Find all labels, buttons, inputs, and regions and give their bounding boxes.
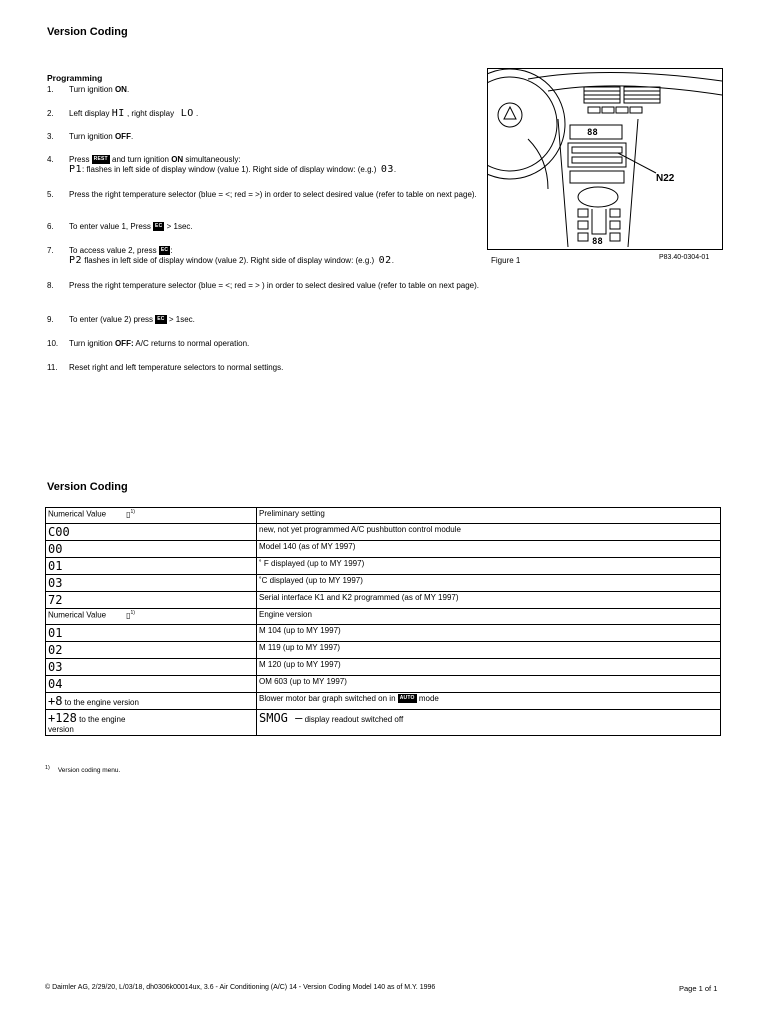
- figure-caption: Figure 1: [491, 256, 521, 265]
- ec-key-icon: EC: [155, 223, 163, 230]
- table-row: 72 Serial interface K1 and K2 programmed (as of MY 1997): [46, 592, 721, 609]
- table-header-row: Numerical Value ▯$^{1)}$ Preliminary setting: [46, 508, 721, 524]
- table-row: 01 ˚ F displayed (up to MY 1997): [46, 558, 721, 575]
- table-row: 01 M 104 (up to MY 1997): [46, 625, 721, 642]
- display-readout: P1: [69, 164, 83, 175]
- display-readout: LO: [180, 108, 194, 119]
- menu-icon: ▯: [126, 610, 131, 620]
- figure-dashboard-drawing: [487, 68, 723, 250]
- table-row: +8 to the engine version Blower motor bar graph switched on in AUTO mode: [46, 693, 721, 710]
- version-coding-table: [45, 507, 721, 736]
- display-readout: P2: [69, 255, 83, 266]
- table-row: 03 ˚C displayed (up to MY 1997): [46, 575, 721, 592]
- table-row: 03 M 120 (up to MY 1997): [46, 659, 721, 676]
- auto-key-icon: AUTO: [399, 695, 415, 702]
- ec-key-icon: EC: [160, 247, 169, 254]
- display-readout: 03: [380, 164, 394, 175]
- ec-key-icon: EC: [157, 316, 165, 323]
- figure-callout-n22: N22: [656, 173, 675, 184]
- figure-code: P83.40-0304-01: [659, 254, 710, 261]
- display-readout: HI: [111, 108, 125, 119]
- figure-display-a: 88: [587, 128, 598, 138]
- display-readout: 02: [378, 255, 392, 266]
- menu-icon: ▯: [126, 509, 131, 519]
- table-row: 02 M 119 (up to MY 1997): [46, 642, 721, 659]
- page-title: Version Coding: [47, 26, 128, 38]
- table-title: Version Coding: [47, 481, 128, 493]
- table-row: 00 Model 140 (as of MY 1997): [46, 541, 721, 558]
- footer-page-number: Page 1 of 1: [679, 984, 718, 993]
- table-row: C00 new, not yet programmed A/C pushbutton control module: [46, 524, 721, 541]
- programming-heading: Programming: [47, 73, 103, 83]
- table-row: +128 to the engine version SMOG – display readout switched off: [46, 710, 721, 736]
- dashboard-illustration: [488, 69, 722, 249]
- table-row: 04 OM 603 (up to MY 1997): [46, 676, 721, 693]
- footnote: $^{1)}$ Version coding menu.: [45, 765, 121, 775]
- rest-key-icon: REST: [93, 156, 108, 163]
- footer-copyright: © Daimler AG, 2/29/20, L/03/18, dh0306k00014ux, 3.6 - Air Conditioning (A/C) 14 - Version Coding Model 140 as of M.Y. 1996: [45, 984, 436, 991]
- table-header-row: Numerical Value ▯$^{1)}$ Engine version: [46, 609, 721, 625]
- figure-display-b: 88: [592, 237, 603, 247]
